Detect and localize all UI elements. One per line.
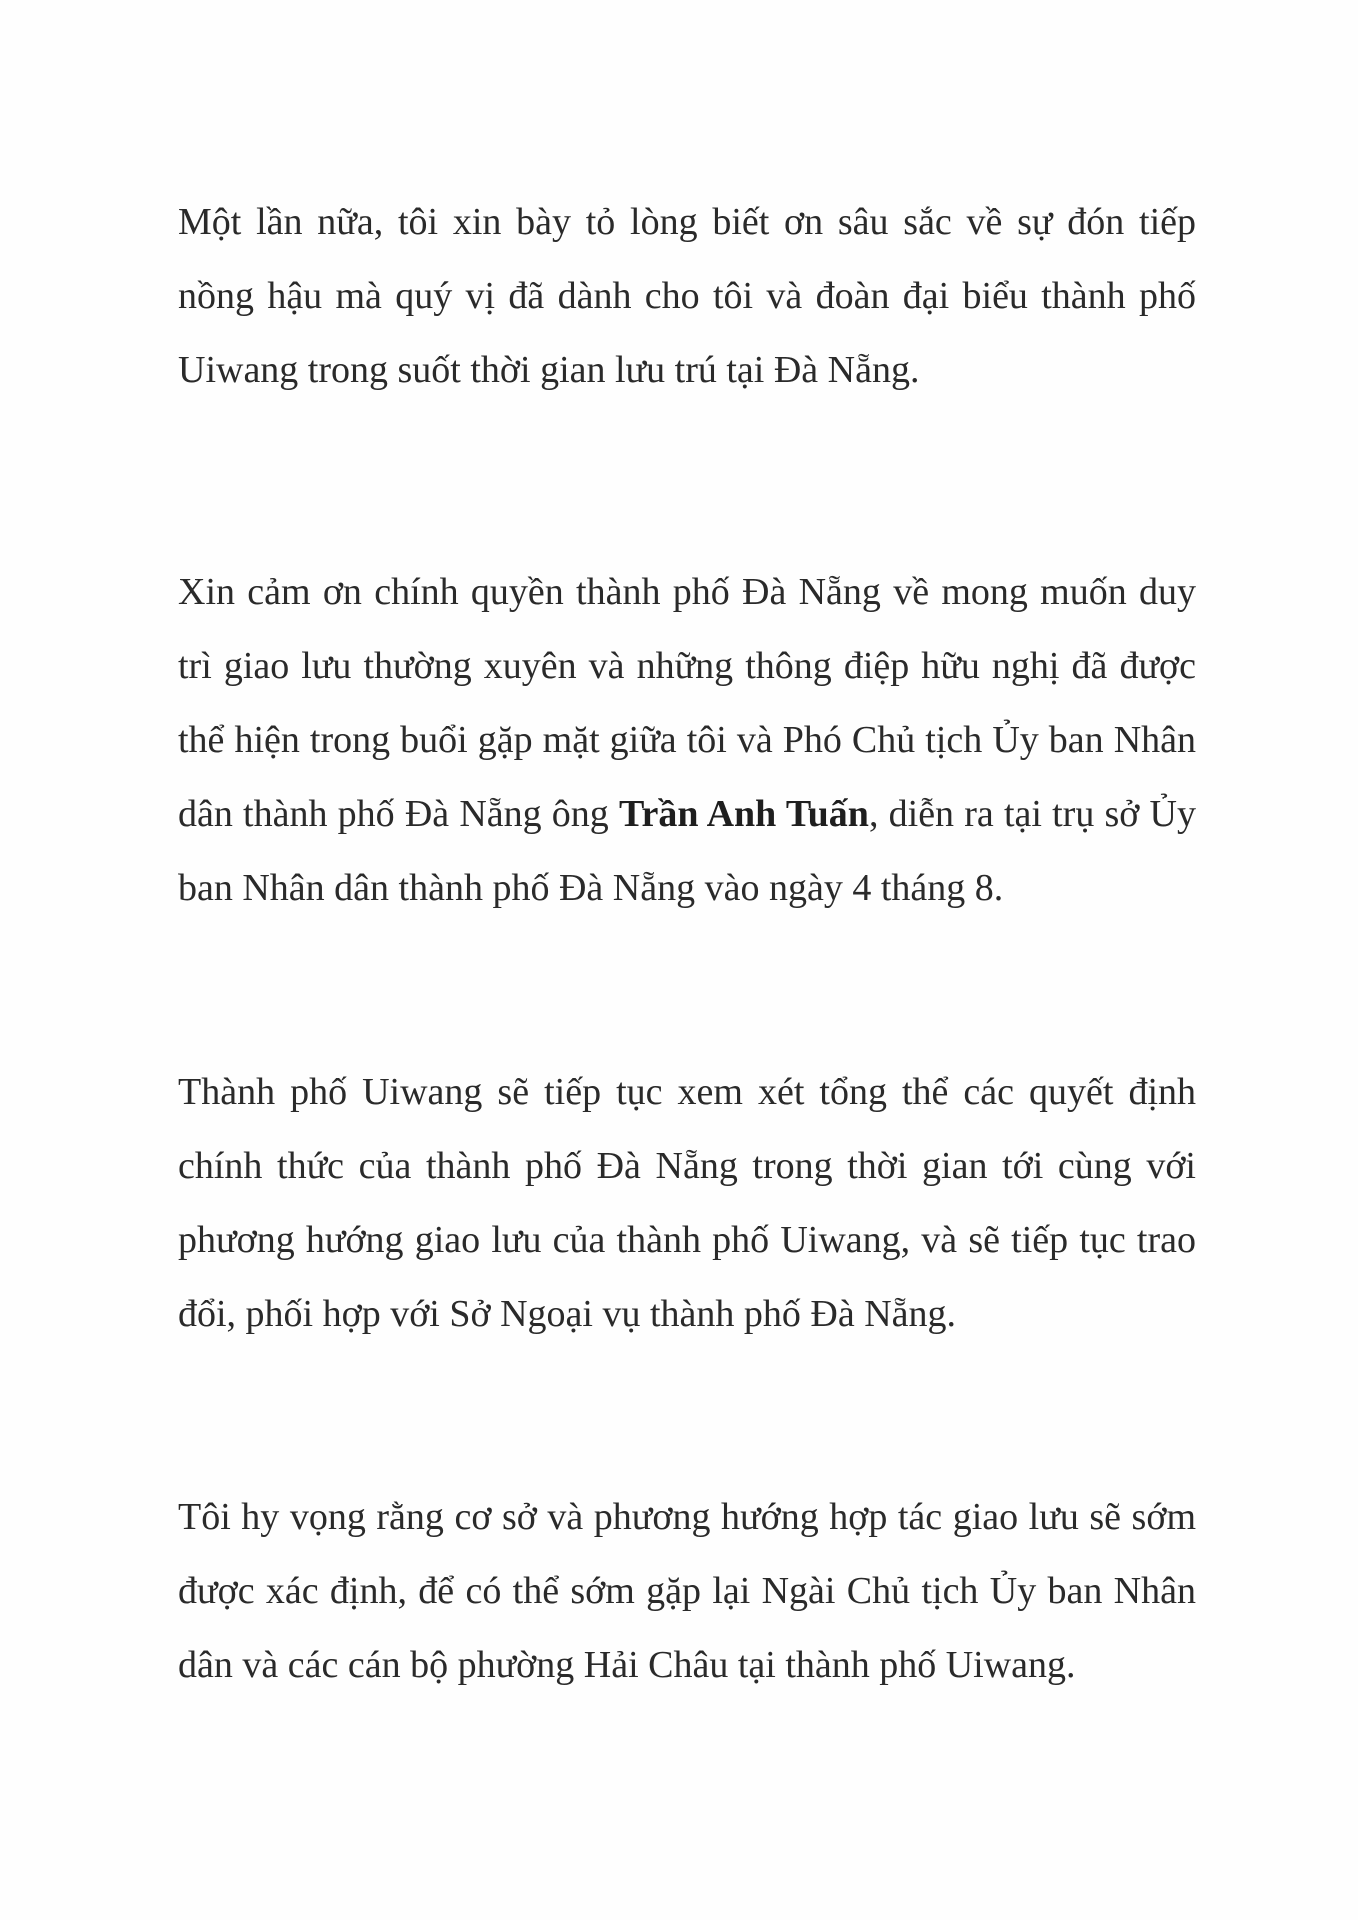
paragraph-4: Tôi hy vọng rằng cơ sở và phương hướng hợp tác giao lưu sẽ sớm được xác định, để có thể sớm gặp lại Ngài Chủ tịch Ủy ban Nhân dân và các cán bộ phường Hải Châu tại thành phố Uiwang. [178, 1496, 1196, 1686]
paragraph-2-before: Xin cảm ơn chính quyền thành phố Đà Nẵng về mong muốn duy trì giao lưu thường xuyên và những thông điệp hữu nghị đã được thể hiện trong buổi gặp mặt giữa tôi và Phó Chủ tịch Ủy ban Nhân dân thành phố Đà Nẵng ông [178, 571, 1196, 835]
paragraph-2 [178, 555, 1196, 925]
paragraph-3: Thành phố Uiwang sẽ tiếp tục xem xét tổng thể các quyết định chính thức của thành phố Đà Nẵng trong thời gian tới cùng với phương hướng giao lưu của thành phố Uiwang, và sẽ tiếp tục trao đổi, phối hợp với Sở Ngoại vụ thành phố Đà Nẵng. [178, 1071, 1196, 1335]
paragraph-2-after: , diễn ra tại trụ sở Ủy ban Nhân dân thành phố Đà Nẵng vào ngày 4 tháng 8. [178, 793, 1197, 909]
official-name: Trần Anh Tuấn [619, 793, 869, 835]
paragraph-1: Một lần nữa, tôi xin bày tỏ lòng biết ơn sâu sắc về sự đón tiếp nồng hậu mà quý vị đã dành cho tôi và đoàn đại biểu thành phố Uiwang trong suốt thời gian lưu trú tại Đà Nẵng. [178, 201, 1196, 391]
